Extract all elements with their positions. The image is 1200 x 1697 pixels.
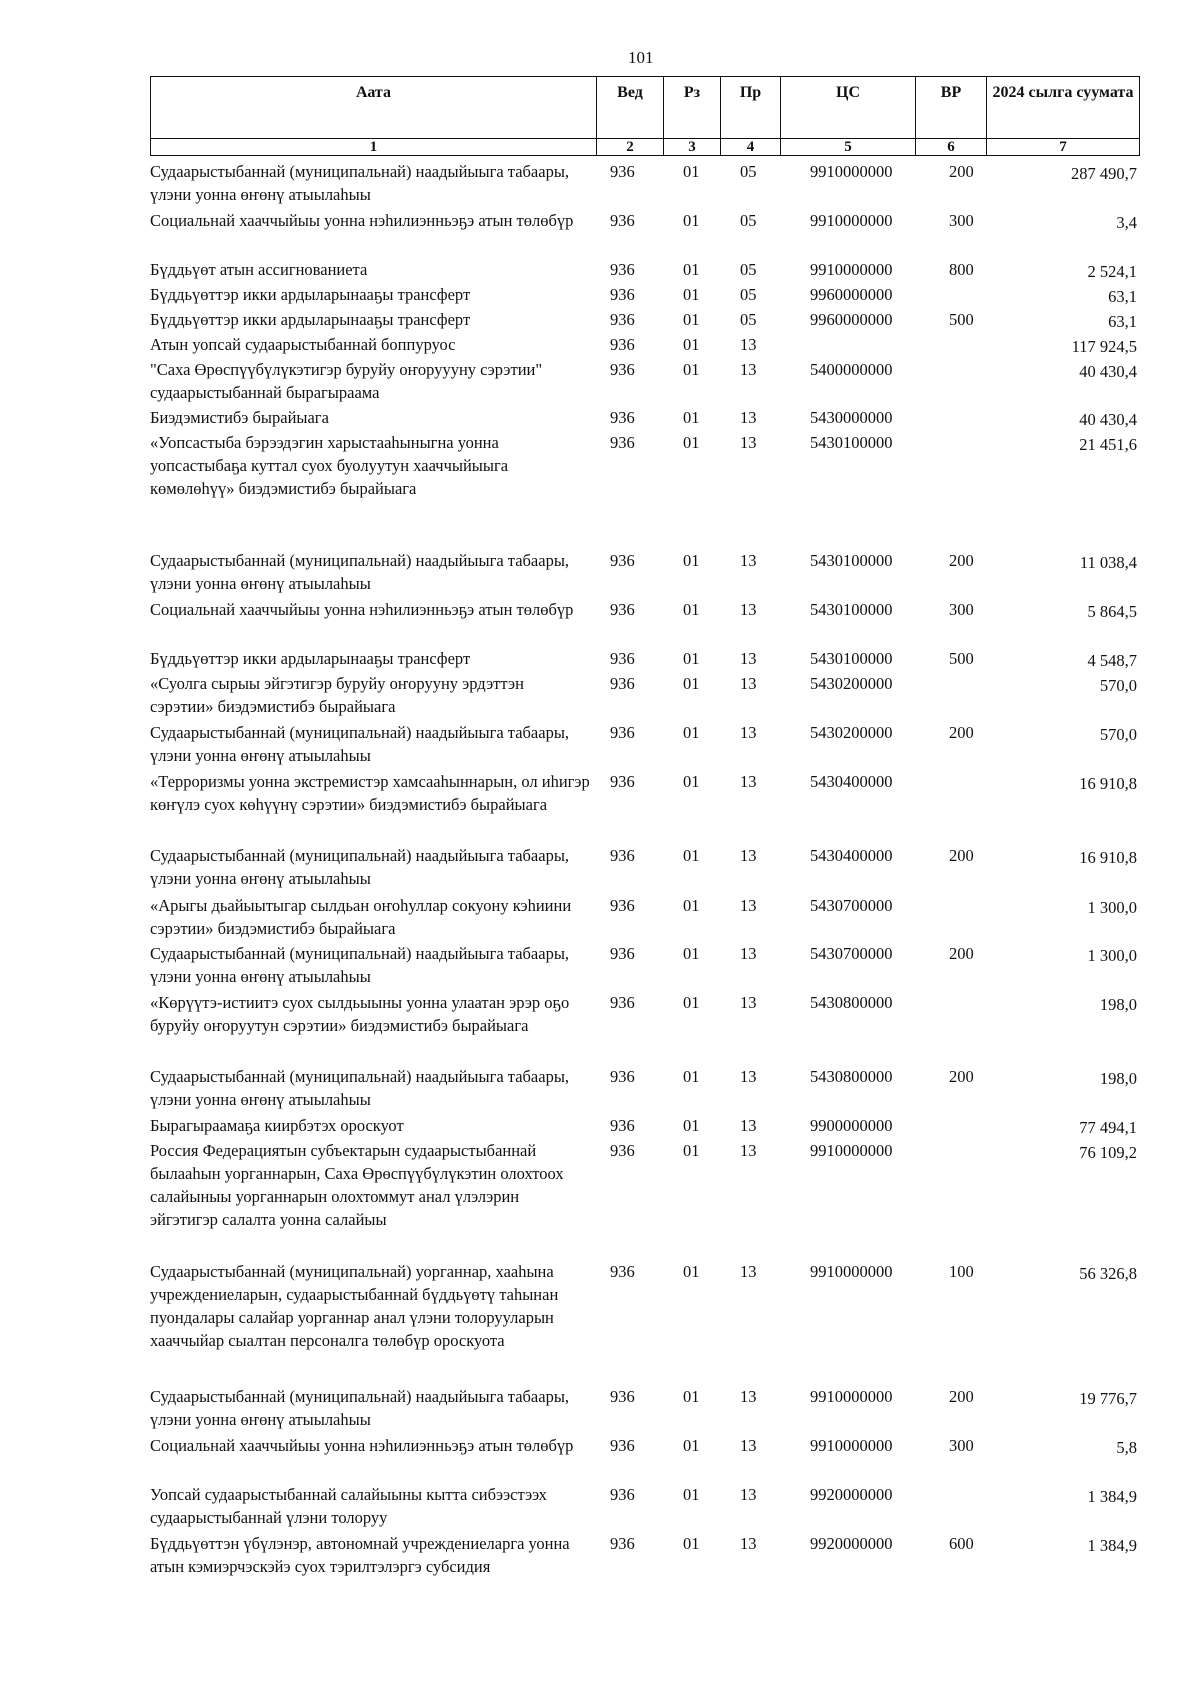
row-amount: 56 326,8 <box>1079 1264 1137 1283</box>
row-amount: 5 864,5 <box>1087 602 1137 621</box>
column-number: 2 <box>597 139 664 156</box>
row-cs: 9910000000 <box>810 1436 893 1455</box>
row-rz: 01 <box>683 723 700 742</box>
row-rz: 01 <box>683 335 700 354</box>
row-cs: 9960000000 <box>810 285 893 304</box>
row-vr: 800 <box>949 260 974 279</box>
row-amount: 570,0 <box>1099 676 1137 695</box>
row-ved: 936 <box>610 310 635 329</box>
column-number: 4 <box>721 139 781 156</box>
row-vr: 300 <box>949 211 974 230</box>
row-vr: 200 <box>949 162 974 181</box>
column-header-cs: ЦС <box>781 77 916 139</box>
row-pr: 05 <box>740 310 757 329</box>
row-amount: 63,1 <box>1108 287 1137 306</box>
row-pr: 13 <box>740 674 757 693</box>
row-pr: 13 <box>740 551 757 570</box>
row-ved: 936 <box>610 1262 635 1281</box>
row-pr: 13 <box>740 1067 757 1086</box>
row-ved: 936 <box>610 772 635 791</box>
row-vr: 300 <box>949 1436 974 1455</box>
row-name: Судаарыстыбаннай (муниципальнай) наадыйыыга табаары, үлэни уонна өҥөнү атыылаһыы <box>150 1067 570 1109</box>
row-name: Социальнай хааччыйыы уонна нэһилиэнньэҕэ атын төлөбүр <box>150 211 574 230</box>
row-amount: 4 548,7 <box>1087 651 1137 670</box>
row-rz: 01 <box>683 846 700 865</box>
row-cs: 9900000000 <box>810 1116 893 1135</box>
row-ved: 936 <box>610 1436 635 1455</box>
row-cs: 5430100000 <box>810 649 893 668</box>
row-rz: 01 <box>683 1116 700 1135</box>
row-cs: 5430000000 <box>810 408 893 427</box>
row-name: «Терроризмы уонна экстремистэр хамсааһыннарын, ол иһигэр көҥүлэ суох көһүүнү сэрэтии» биэдэмистибэ бырайыага <box>150 772 590 814</box>
row-name: «Суолга сырыы эйгэтигэр буруйу оҥорууну эрдэттэн сэрэтии» биэдэмистибэ бырайыага <box>150 674 524 716</box>
row-pr: 13 <box>740 433 757 452</box>
row-amount: 1 384,9 <box>1087 1536 1137 1555</box>
row-ved: 936 <box>610 360 635 379</box>
row-name: Судаарыстыбаннай (муниципальнай) наадыйыыга табаары, үлэни уонна өҥөнү атыылаһыы <box>150 723 570 765</box>
row-name: «Көрүүтэ-истиитэ суох сылдьыыны уонна улаатан эрэр оҕо буруйу оҥоруутун сэрэтии» биэдэмистибэ бырайыага <box>150 993 570 1035</box>
column-header-pr: Пр <box>721 77 781 139</box>
row-amount: 16 910,8 <box>1079 774 1137 793</box>
row-rz: 01 <box>683 1436 700 1455</box>
row-rz: 01 <box>683 993 700 1012</box>
row-vr: 600 <box>949 1534 974 1553</box>
row-vr: 200 <box>949 1067 974 1086</box>
row-amount: 16 910,8 <box>1079 848 1137 867</box>
row-ved: 936 <box>610 551 635 570</box>
row-name: Россия Федерациятын субъектарын судаарыстыбаннай былааһын уорганнарын, Саха Өрөспүүбүлүкэтин олохтоох салайыныы уорганнарын олохтоммут анал үлэлэрин эйгэтигэр салалта уонна салайыы <box>150 1141 564 1229</box>
row-pr: 13 <box>740 896 757 915</box>
row-pr: 13 <box>740 1387 757 1406</box>
row-name: Бүддьүөттэр икки ардыларынааҕы трансферт <box>150 310 471 329</box>
row-cs: 5430400000 <box>810 846 893 865</box>
row-ved: 936 <box>610 1485 635 1504</box>
row-name: Судаарыстыбаннай (муниципальнай) наадыйыыга табаары, үлэни уонна өҥөнү атыылаһыы <box>150 846 570 888</box>
row-name: Бүддьүөттэн үбүлэнэр, автономнай учреждениеларга уонна атын кэмиэрчэскэйэ суох тэрилтэлэргэ субсидия <box>150 1534 570 1576</box>
row-ved: 936 <box>610 162 635 181</box>
row-cs: 5430700000 <box>810 944 893 963</box>
row-cs: 5430100000 <box>810 551 893 570</box>
row-pr: 05 <box>740 285 757 304</box>
row-ved: 936 <box>610 260 635 279</box>
row-name: Социальнай хааччыйыы уонна нэһилиэнньэҕэ атын төлөбүр <box>150 600 574 619</box>
row-pr: 13 <box>740 993 757 1012</box>
row-ved: 936 <box>610 285 635 304</box>
row-rz: 01 <box>683 1534 700 1553</box>
row-rz: 01 <box>683 1141 700 1160</box>
row-ved: 936 <box>610 1141 635 1160</box>
row-pr: 13 <box>740 846 757 865</box>
row-rz: 01 <box>683 772 700 791</box>
row-cs: 9910000000 <box>810 1387 893 1406</box>
row-amount: 1 300,0 <box>1087 946 1137 965</box>
row-rz: 01 <box>683 674 700 693</box>
row-rz: 01 <box>683 408 700 427</box>
row-pr: 13 <box>740 1534 757 1553</box>
row-rz: 01 <box>683 649 700 668</box>
row-vr: 300 <box>949 600 974 619</box>
column-number: 1 <box>151 139 597 156</box>
row-vr: 500 <box>949 310 974 329</box>
row-ved: 936 <box>610 408 635 427</box>
row-rz: 01 <box>683 600 700 619</box>
row-pr: 13 <box>740 1141 757 1160</box>
row-amount: 19 776,7 <box>1079 1389 1137 1408</box>
row-rz: 01 <box>683 162 700 181</box>
row-pr: 13 <box>740 944 757 963</box>
row-pr: 13 <box>740 1436 757 1455</box>
row-ved: 936 <box>610 723 635 742</box>
column-header-name: Аата <box>151 77 597 139</box>
row-vr: 100 <box>949 1262 974 1281</box>
row-cs: 5430700000 <box>810 896 893 915</box>
row-vr: 200 <box>949 551 974 570</box>
row-amount: 3,4 <box>1116 213 1137 232</box>
row-pr: 13 <box>740 723 757 742</box>
row-ved: 936 <box>610 1116 635 1135</box>
row-amount: 77 494,1 <box>1079 1118 1137 1137</box>
row-rz: 01 <box>683 260 700 279</box>
column-header-ved: Вед <box>597 77 664 139</box>
column-number: 5 <box>781 139 916 156</box>
row-vr: 200 <box>949 944 974 963</box>
row-name: Бүддьүөт атын ассигнованиета <box>150 260 368 279</box>
row-pr: 13 <box>740 649 757 668</box>
row-amount: 1 384,9 <box>1087 1487 1137 1506</box>
row-name: Биэдэмистибэ бырайыага <box>150 408 329 427</box>
row-amount: 21 451,6 <box>1079 435 1137 454</box>
row-name: Судаарыстыбаннай (муниципальнай) наадыйыыга табаары, үлэни уонна өҥөнү атыылаһыы <box>150 944 570 986</box>
row-name: Бырагыраамаҕа киирбэтэх ороскуот <box>150 1116 404 1135</box>
row-ved: 936 <box>610 1534 635 1553</box>
row-cs: 5430800000 <box>810 993 893 1012</box>
row-ved: 936 <box>610 993 635 1012</box>
row-name: Судаарыстыбаннай (муниципальнай) наадыйыыга табаары, үлэни уонна өҥөнү атыылаһыы <box>150 1387 570 1429</box>
row-amount: 198,0 <box>1099 1069 1137 1088</box>
row-amount: 117 924,5 <box>1071 337 1137 356</box>
row-cs: 5400000000 <box>810 360 893 379</box>
row-amount: 1 300,0 <box>1087 898 1137 917</box>
row-name: "Саха Өрөспүүбүлүкэтигэр буруйу оҥоруууну сэрэтии" судаарыстыбаннай бырагыраама <box>150 360 543 402</box>
row-pr: 13 <box>740 1262 757 1281</box>
row-pr: 13 <box>740 360 757 379</box>
column-number: 6 <box>916 139 987 156</box>
row-cs: 5430400000 <box>810 772 893 791</box>
row-cs: 9910000000 <box>810 260 893 279</box>
row-rz: 01 <box>683 285 700 304</box>
row-ved: 936 <box>610 846 635 865</box>
row-rz: 01 <box>683 433 700 452</box>
row-cs: 9920000000 <box>810 1534 893 1553</box>
row-amount: 40 430,4 <box>1079 362 1137 381</box>
row-pr: 05 <box>740 162 757 181</box>
row-cs: 5430200000 <box>810 723 893 742</box>
row-name: Социальнай хааччыйыы уонна нэһилиэнньэҕэ атын төлөбүр <box>150 1436 574 1455</box>
row-vr: 200 <box>949 1387 974 1406</box>
row-pr: 13 <box>740 1116 757 1135</box>
row-rz: 01 <box>683 1485 700 1504</box>
row-amount: 5,8 <box>1116 1438 1137 1457</box>
row-amount: 570,0 <box>1099 725 1137 744</box>
row-rz: 01 <box>683 944 700 963</box>
row-pr: 05 <box>740 211 757 230</box>
row-ved: 936 <box>610 896 635 915</box>
row-cs: 9960000000 <box>810 310 893 329</box>
row-name: Атын уопсай судаарыстыбаннай боппуруос <box>150 335 456 354</box>
row-ved: 936 <box>610 674 635 693</box>
row-name: Судаарыстыбаннай (муниципальнай) уорганнар, хааһына учреждениеларын, судаарыстыбаннай бүддьүөтү таһынан пуондалары салайар уорганнар анал үлэни толорууларын хааччыйар сыалтан персоналга төлөбүр ороскуота <box>150 1262 559 1350</box>
row-name: Бүддьүөттэр икки ардыларынааҕы трансферт <box>150 649 471 668</box>
row-pr: 05 <box>740 260 757 279</box>
row-ved: 936 <box>610 1387 635 1406</box>
row-ved: 936 <box>610 433 635 452</box>
row-name: «Арыгы дьайыытыгар сылдьан оҥоһуллар сокуону кэһиини сэрэтии» биэдэмистибэ бырайыага <box>150 896 572 938</box>
row-cs: 5430200000 <box>810 674 893 693</box>
row-rz: 01 <box>683 360 700 379</box>
row-cs: 5430100000 <box>810 433 893 452</box>
row-ved: 936 <box>610 211 635 230</box>
row-cs: 9910000000 <box>810 162 893 181</box>
row-vr: 200 <box>949 723 974 742</box>
row-amount: 287 490,7 <box>1071 164 1137 183</box>
row-amount: 40 430,4 <box>1079 410 1137 429</box>
row-cs: 5430800000 <box>810 1067 893 1086</box>
row-rz: 01 <box>683 1067 700 1086</box>
row-pr: 13 <box>740 408 757 427</box>
row-amount: 76 109,2 <box>1079 1143 1137 1162</box>
table-header <box>150 76 1140 156</box>
row-amount: 63,1 <box>1108 312 1137 331</box>
row-pr: 13 <box>740 335 757 354</box>
row-cs: 9910000000 <box>810 1141 893 1160</box>
page-number: 101 <box>628 48 654 67</box>
row-rz: 01 <box>683 310 700 329</box>
column-number: 3 <box>664 139 721 156</box>
row-ved: 936 <box>610 944 635 963</box>
row-rz: 01 <box>683 1387 700 1406</box>
row-name: Уопсай судаарыстыбаннай салайыыны кытта сибээстээх судаарыстыбаннай үлэни толоруу <box>150 1485 547 1527</box>
row-rz: 01 <box>683 211 700 230</box>
row-name: Бүддьүөттэр икки ардыларынааҕы трансферт <box>150 285 471 304</box>
column-number: 7 <box>987 139 1140 156</box>
row-ved: 936 <box>610 649 635 668</box>
row-cs: 9910000000 <box>810 211 893 230</box>
row-rz: 01 <box>683 896 700 915</box>
row-ved: 936 <box>610 600 635 619</box>
row-cs: 9920000000 <box>810 1485 893 1504</box>
row-amount: 11 038,4 <box>1079 553 1137 572</box>
row-amount: 198,0 <box>1099 995 1137 1014</box>
row-ved: 936 <box>610 335 635 354</box>
row-name: Судаарыстыбаннай (муниципальнай) наадыйыыга табаары, үлэни уонна өҥөнү атыылаһыы <box>150 162 570 204</box>
row-vr: 200 <box>949 846 974 865</box>
row-name: «Уопсастыба бэрээдэгин харыстааһыныгна уонна уопсастыбаҕа куттал суох буолуутун хааччыйыыга көмөлөһүү» биэдэмистибэ бырайыага <box>150 433 509 498</box>
row-pr: 13 <box>740 1485 757 1504</box>
column-header-amount: 2024 сылга суумата <box>987 77 1140 139</box>
row-vr: 500 <box>949 649 974 668</box>
row-pr: 13 <box>740 600 757 619</box>
row-cs: 5430100000 <box>810 600 893 619</box>
row-pr: 13 <box>740 772 757 791</box>
column-header-vr: ВР <box>916 77 987 139</box>
row-cs: 9910000000 <box>810 1262 893 1281</box>
row-ved: 936 <box>610 1067 635 1086</box>
row-rz: 01 <box>683 1262 700 1281</box>
row-name: Судаарыстыбаннай (муниципальнай) наадыйыыга табаары, үлэни уонна өҥөнү атыылаһыы <box>150 551 570 593</box>
row-amount: 2 524,1 <box>1087 262 1137 281</box>
column-header-rz: Рз <box>664 77 721 139</box>
row-rz: 01 <box>683 551 700 570</box>
